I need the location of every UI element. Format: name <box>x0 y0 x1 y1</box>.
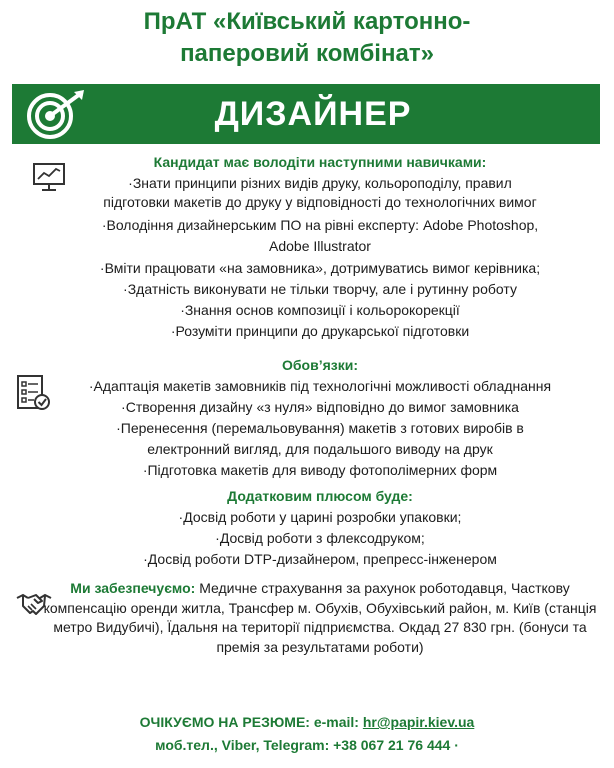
offer-block <box>40 579 600 657</box>
contact-resume <box>0 711 614 733</box>
skills-line: Adobe Illustrator <box>269 238 371 254</box>
duties-line: ·Підготовка макетів для виводу фотополімерних форм <box>142 462 498 478</box>
company-title <box>0 6 614 70</box>
skills-line: ·Володіння дизайнерським ПО на рівні експерту: Adobe Photoshop, <box>101 217 539 233</box>
skills-line: ·Знати принципи різних видів друку, кольороподілу, правил <box>128 175 512 191</box>
contact-phone: моб.тел., Viber, Telegram: +38 067 21 76 444 · <box>155 737 459 753</box>
skills-line: ·Вміти працювати «на замовника», дотримуватись вимог керівника; <box>99 260 541 276</box>
duties-line: електронний вигляд, для подальшого виводу на друк <box>147 441 493 457</box>
company-title-line-1: ПрАТ «Київський картонно- <box>143 8 471 35</box>
offer-text: Медичне страхування за рахунок роботодавця, Часткову компенсацію оренди житла, Трансфер м. Обухів, Обухівський район, м. Київ (станція метро Видубичі), Їдальня на території підприємства. Окдад 27 830 грн. (бонуси та премія за результатами роботи) <box>43 580 597 655</box>
skills-line: ·Знання основ композиції і кольорокорекції <box>180 302 460 318</box>
plus-line: ·Досвід роботи з флексодруком; <box>215 530 425 546</box>
plus-line: ·Досвід роботи DTP-дизайнером, препресс-інженером <box>143 551 497 567</box>
offer-heading: Ми забезпечуємо: <box>70 580 196 596</box>
plus-heading: Додатковим плюсом буде: <box>227 488 413 504</box>
position-title: ДИЗАЙНЕР <box>214 95 412 133</box>
skills-line: ·Здатність виконувати не тільки творчу, але і рутинну роботу <box>123 281 517 297</box>
skills-line: ·Розуміти принципи до друкарської підготовки <box>170 323 470 339</box>
plus-line: ·Досвід роботи у царині розробки упаковки; <box>178 509 462 525</box>
company-title-line-2: паперовий комбінат» <box>180 40 434 67</box>
email-link[interactable]: hr@papir.kiev.ua <box>362 714 475 730</box>
duties-heading: Обов’язки: <box>282 357 358 373</box>
duties-line: ·Перенесення (перемальовування) макетів з готових виробів в <box>116 420 524 436</box>
email-label: : e-mail: <box>305 714 363 730</box>
resume-label: ОЧІКУЄМО НА РЕЗЮМЕ <box>139 714 306 730</box>
duties-line: ·Адаптація макетів замовників під технологічні можливості обладнання <box>88 378 552 394</box>
skills-heading: Кандидат має володіти наступними навичками: <box>153 154 487 170</box>
duties-line: ·Створення дизайну «з нуля» відповідно до вимог замовника <box>121 399 519 415</box>
position-banner <box>12 84 600 144</box>
skills-line: підготовки макетів до друку у відповідності до технологічних вимог <box>103 194 537 210</box>
